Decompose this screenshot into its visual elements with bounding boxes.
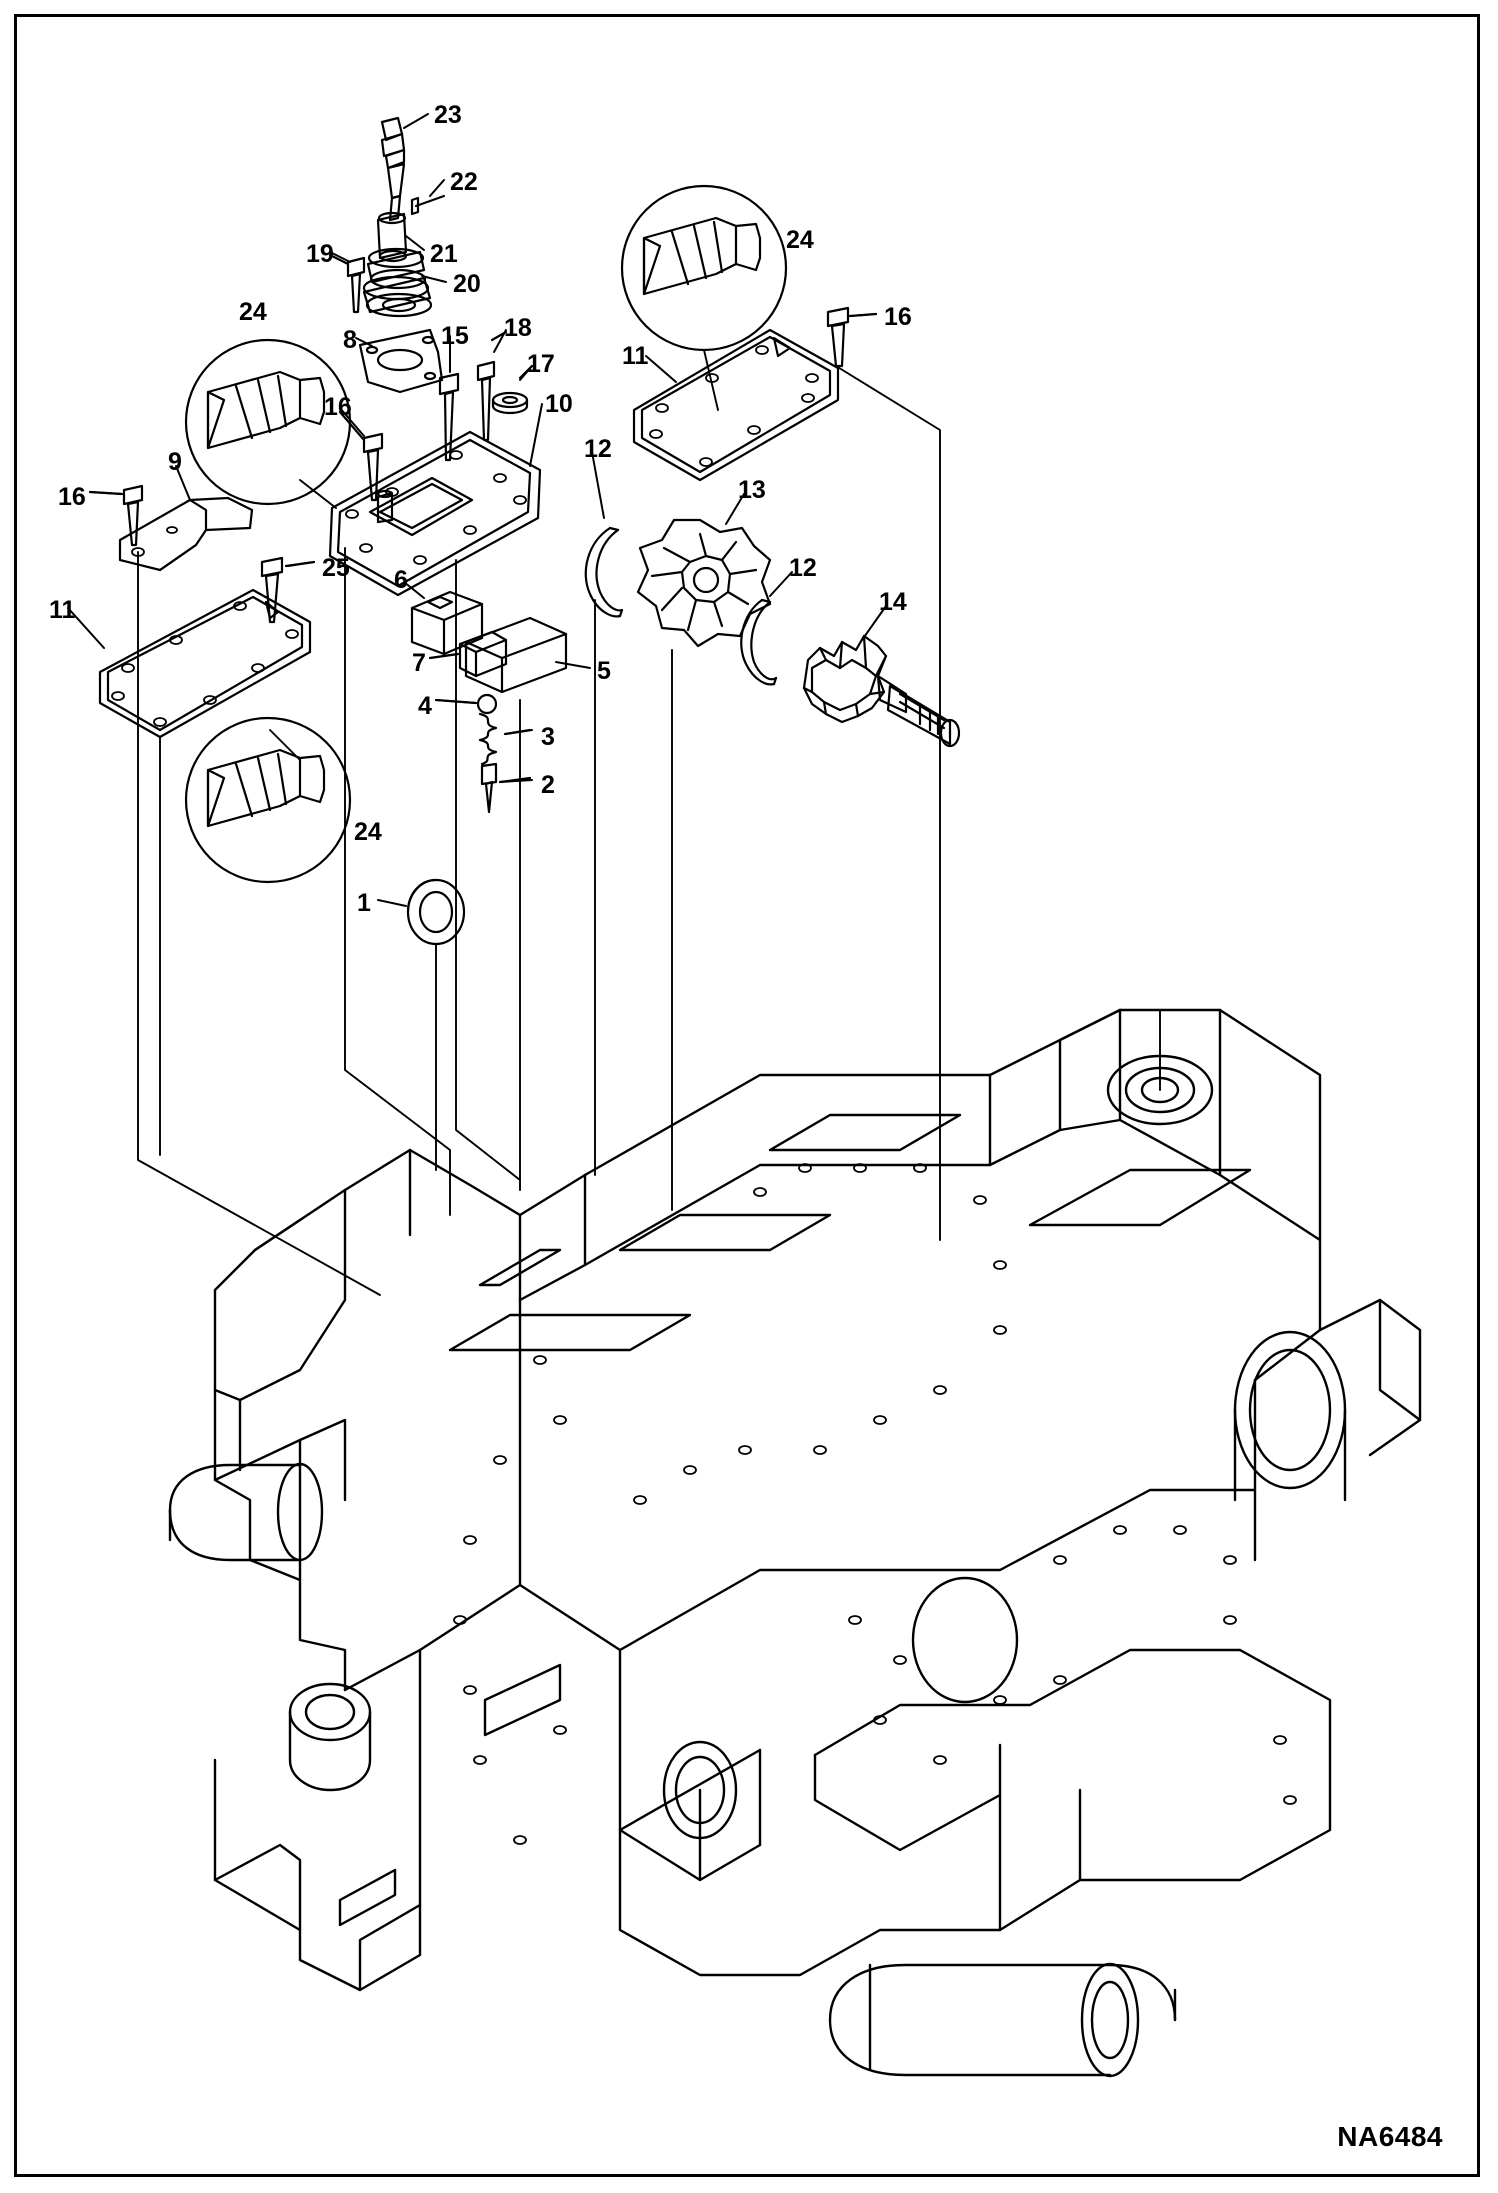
callout-20: 20 (453, 270, 481, 298)
callout-1: 1 (357, 889, 371, 917)
callout-2: 2 (541, 771, 555, 799)
grease-tube-detail-right (622, 186, 786, 350)
assembly-lines (138, 350, 1160, 1295)
callout-12-left: 12 (584, 435, 612, 463)
callout-8: 8 (343, 326, 357, 354)
cover-plate-11-right (634, 330, 838, 480)
callout-16-center: 16 (324, 393, 352, 421)
callout-16-right: 16 (884, 303, 912, 331)
cover-plate-10 (330, 432, 540, 595)
grease-tube-detail-left (186, 340, 350, 504)
callout-17: 17 (527, 350, 555, 378)
callout-6: 6 (394, 566, 408, 594)
callout-15: 15 (441, 322, 469, 350)
callout-18: 18 (504, 314, 532, 342)
callout-22: 22 (450, 168, 478, 196)
callout-7: 7 (412, 649, 426, 677)
callout-4: 4 (418, 692, 432, 720)
callout-3: 3 (541, 723, 555, 751)
snap-ring-12-left (586, 528, 622, 616)
callout-19: 19 (306, 240, 334, 268)
callout-11-right: 11 (622, 342, 649, 370)
snap-ring-12-right (741, 600, 776, 684)
drawing-code: NA6484 (1337, 2121, 1443, 2152)
callout-5: 5 (597, 657, 611, 685)
leader-lines (68, 114, 886, 906)
callout-16-left: 16 (58, 483, 86, 511)
callout-12-right: 12 (789, 554, 817, 582)
callout-9: 9 (168, 448, 182, 476)
callout-13: 13 (738, 476, 766, 504)
sprocket-shaft-14 (804, 636, 959, 746)
callout-24-bottom: 24 (354, 818, 382, 846)
callout-11-left: 11 (49, 596, 76, 624)
bracket-9 (120, 498, 252, 570)
callout-23: 23 (434, 101, 462, 129)
chaincase-housing (170, 1010, 1420, 2076)
grease-tube-detail-bottom (186, 718, 350, 882)
callout-25: 25 (322, 554, 350, 582)
callout-21: 21 (430, 240, 458, 268)
cover-plate-11-left (100, 590, 310, 737)
callout-10: 10 (545, 390, 573, 418)
callout-24-top-left: 24 (239, 298, 267, 326)
callout-14: 14 (879, 588, 907, 616)
callout-24-top-right: 24 (786, 226, 814, 254)
clutch-disc-13 (638, 520, 770, 646)
screws-16-25 (90, 308, 876, 622)
